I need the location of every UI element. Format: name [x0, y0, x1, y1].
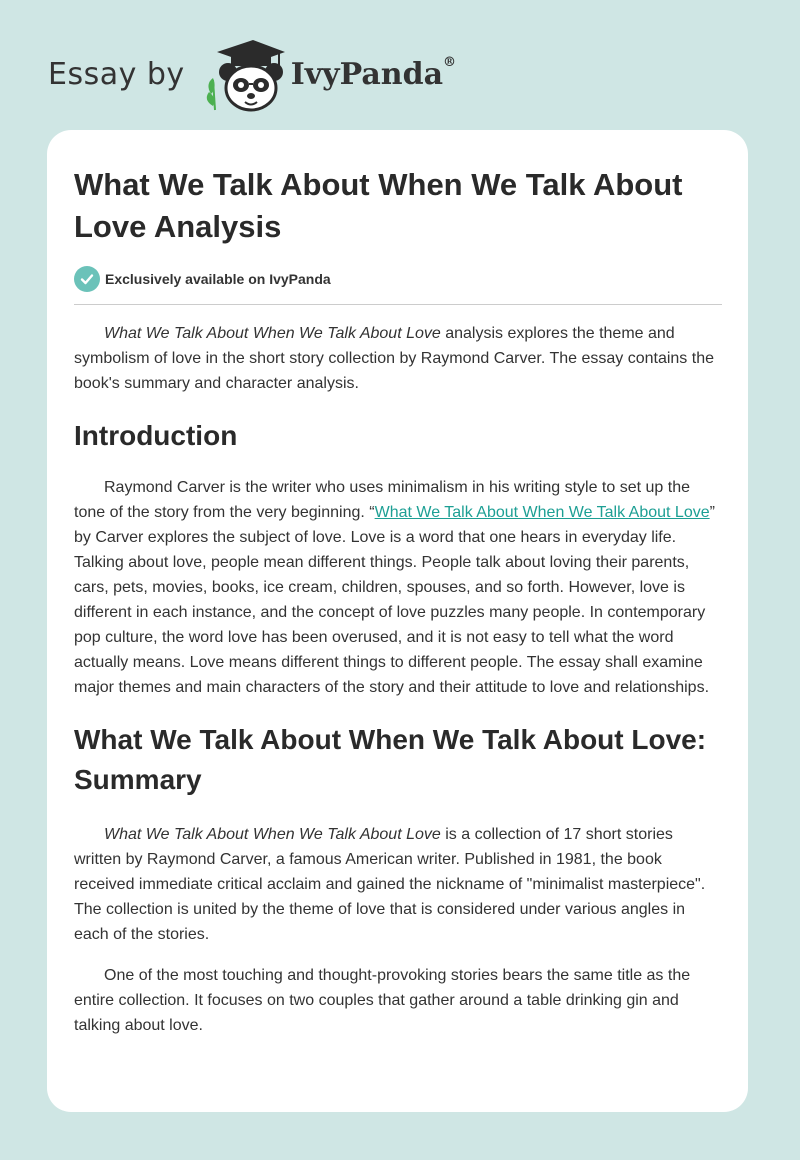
essay-card	[47, 130, 748, 1112]
check-icon	[74, 266, 100, 292]
site-header	[48, 36, 456, 112]
introduction-paragraph	[74, 475, 722, 700]
story-link[interactable]: What We Talk About When We Talk About Love	[374, 504, 710, 521]
intro-text-after-link: ” by Carver explores the subject of love. Love is a word that one hears in everyday life. Talking about love, people mean different things. People talk about loving their parents, cars, pets, movies, books, ice cream, children, spouses, and so forth. However, love is different in each instance, and the concept of love puzzles many people. In contemporary pop culture, the word love has been overused, and it is not easy to tell what the word actually means. Love means different things to different people. The essay shall examine major themes and main characters of the story and their attitude to love and relationships.	[74, 504, 715, 696]
heading-introduction: Introduction	[74, 420, 238, 451]
intro-text: analysis explores the theme and symbolism of love in the short story collection by Raymond Carver. The essay contains the book's summary and character analysis.	[74, 325, 714, 392]
summary-paragraph-1	[74, 822, 722, 947]
exclusive-badge	[74, 266, 722, 292]
intro-book-title: What We Talk About When We Talk About Love	[104, 325, 441, 342]
summary-paragraph-2: One of the most touching and thought-provoking stories bears the same title as the entire collection. It focuses on two couples that gather around a table drinking gin and talking about love.	[74, 967, 691, 1034]
registered-mark: ®	[443, 54, 457, 70]
badge-label: Exclusively available on IvyPanda	[105, 271, 331, 287]
title-divider	[74, 304, 722, 305]
intro-paragraph	[74, 321, 722, 396]
page-title: What We Talk About When We Talk About Love Analysis	[74, 167, 683, 244]
brand-name[interactable]	[290, 54, 457, 92]
summary-text-1: is a collection of 17 short stories written by Raymond Carver, a famous American writer. Published in 1981, the book received immediate critical acclaim and gained the nickname of "minimalist masterpiece". The collection is united by the theme of love that is considered under various angles in each of the stories.	[74, 826, 706, 943]
brand-text: IvyPanda	[290, 56, 444, 92]
heading-summary: What We Talk About When We Talk About Love: Summary	[74, 724, 707, 795]
summary-book-title: What We Talk About When We Talk About Love	[104, 826, 441, 843]
essay-by-label: Essay by	[48, 56, 185, 92]
intro-text-before-link: Raymond Carver is the writer who uses minimalism in his writing style to set up the tone of the story from the very beginning. “	[74, 479, 690, 521]
panda-logo-icon[interactable]	[201, 36, 285, 112]
